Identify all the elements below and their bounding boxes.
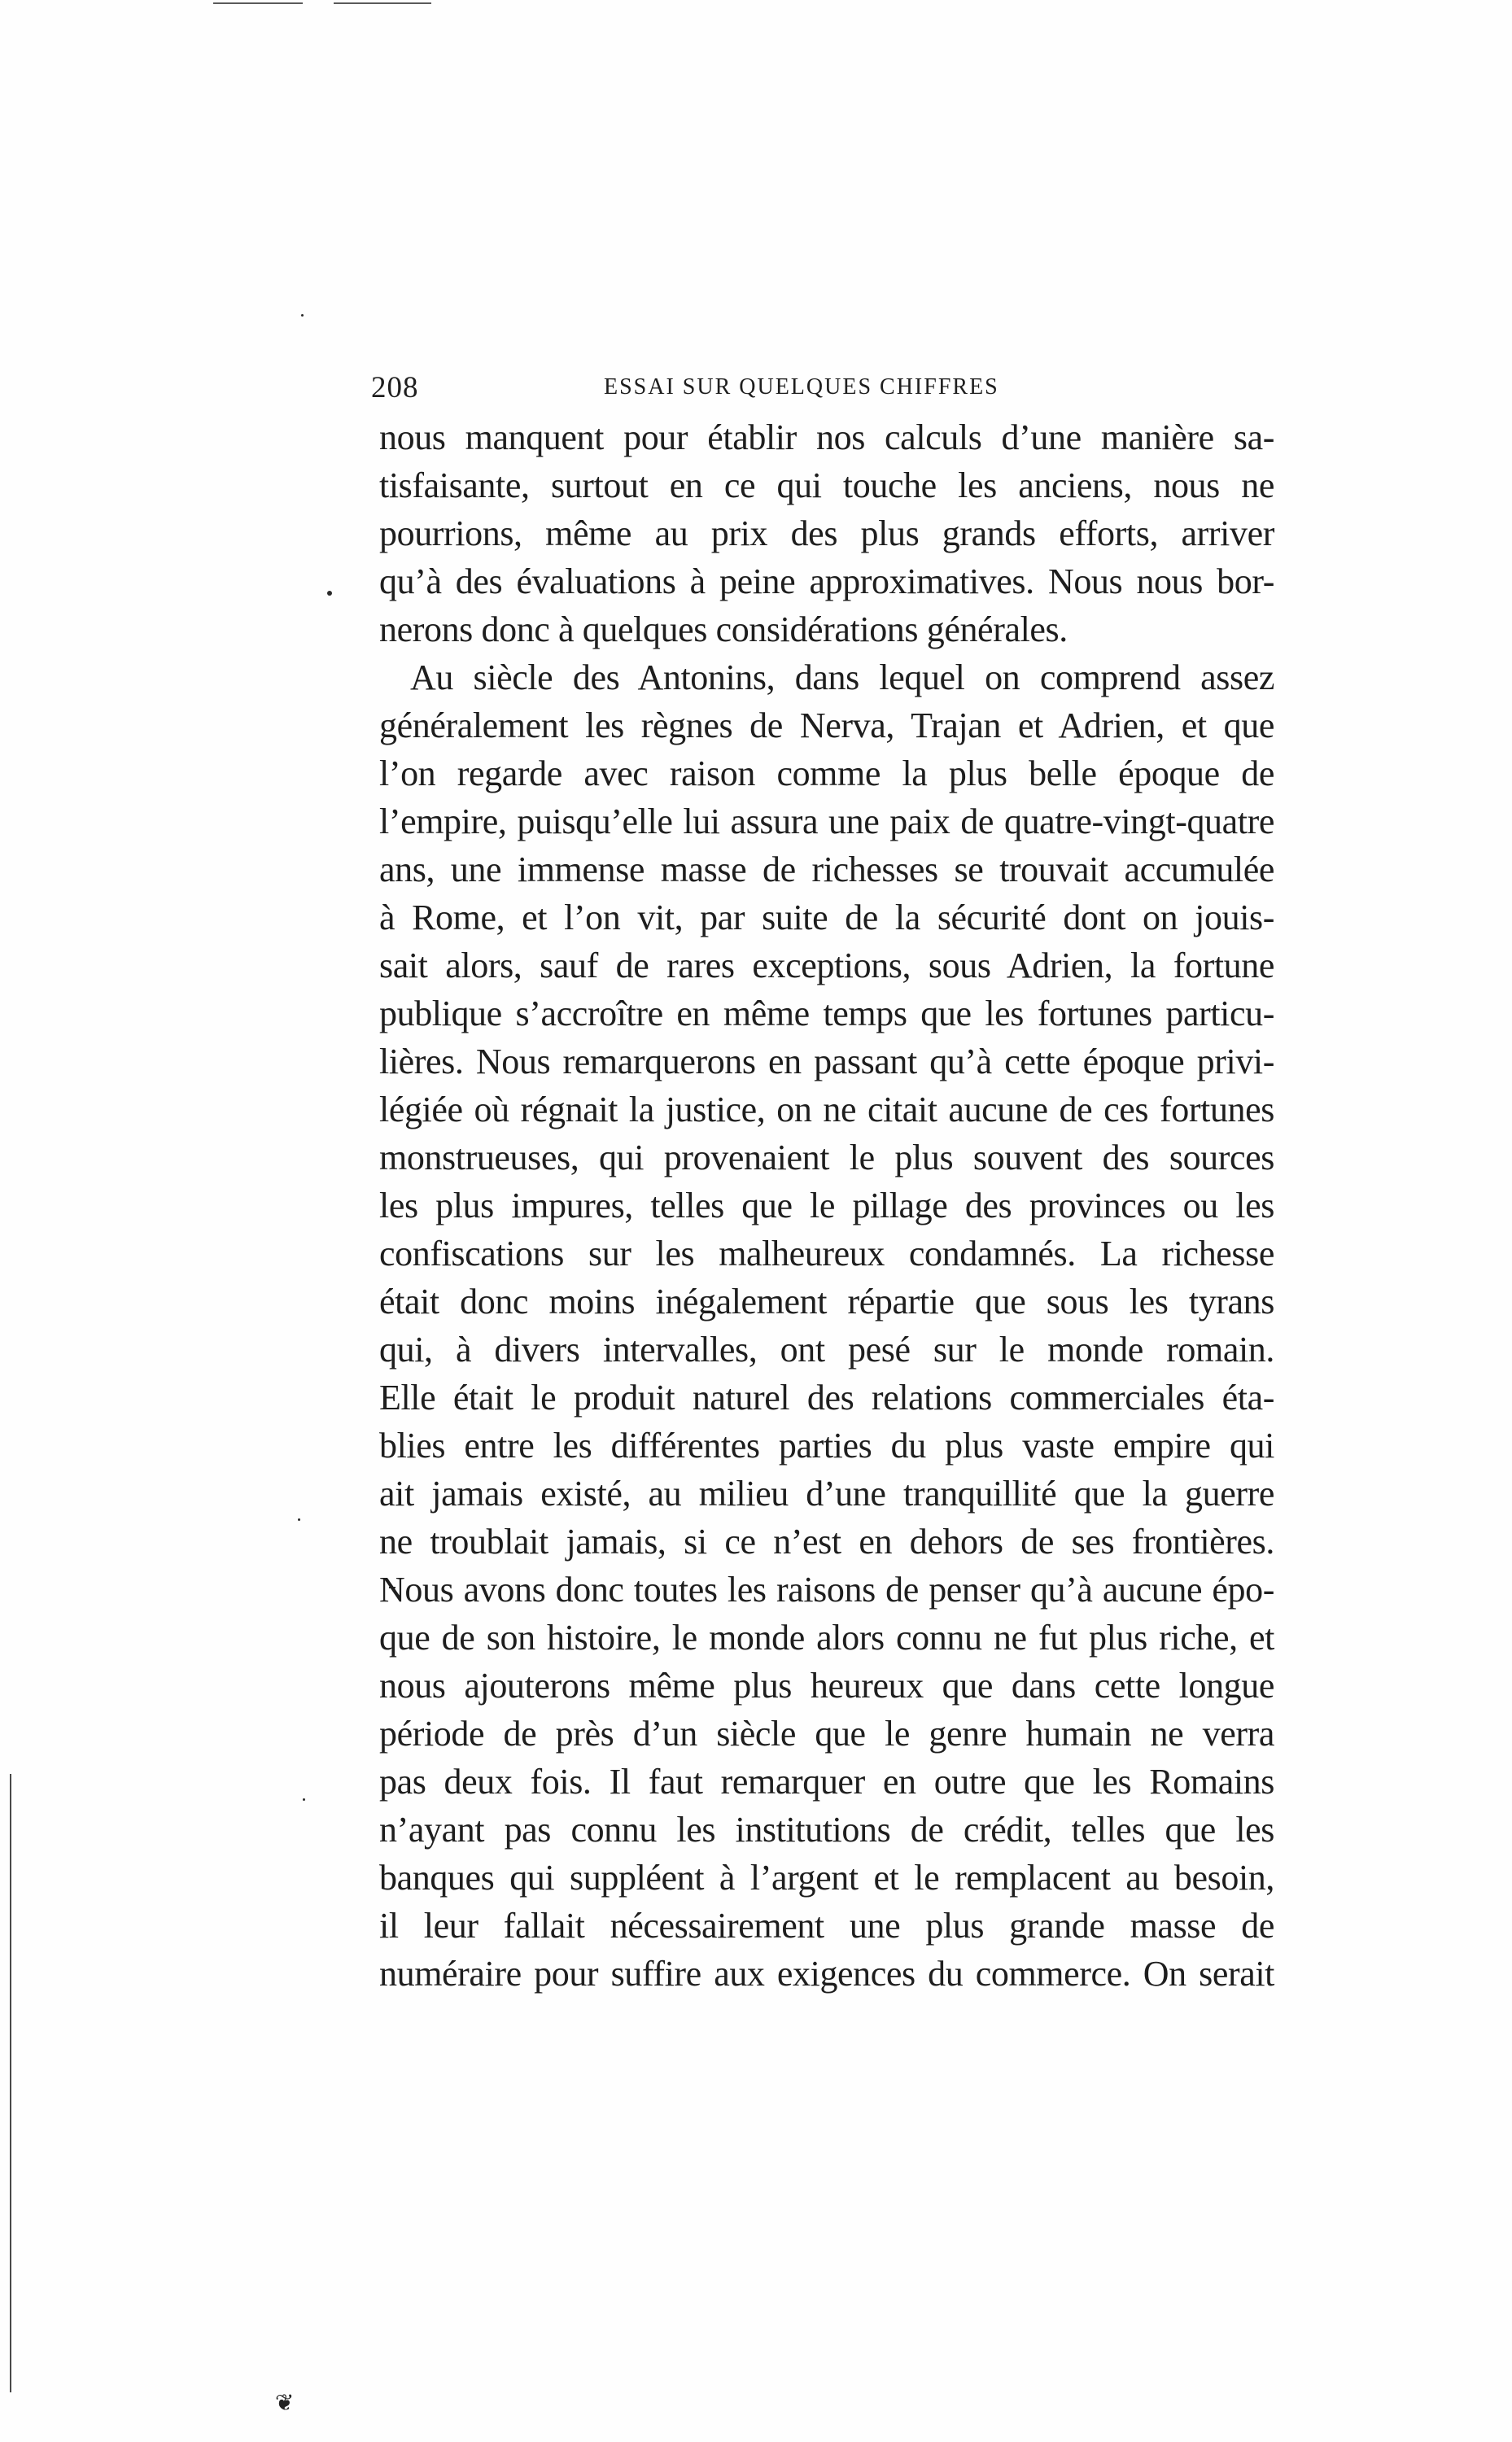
text-line: qu’à des évaluations à peine approximatives. Nous nous bor- (379, 561, 1274, 601)
text-line: numéraire pour suffire aux exigences du commerce. On serait (379, 1954, 1274, 1994)
text-line: généralement les règnes de Nerva, Trajan et Adrien, et que (379, 706, 1274, 745)
page-number: 208 (371, 371, 419, 404)
text-line: publique s’accroître en même temps que les fortunes particu- (379, 994, 1274, 1033)
text-line: ans, une immense masse de richesses se trouvait accumulée (379, 850, 1274, 889)
text-line: lières. Nous remarquerons en passant qu’à cette époque privi- (379, 1042, 1274, 1081)
text-line: légiée où régnait la justice, on ne citait aucune de ces fortunes (379, 1090, 1274, 1129)
text-line: blies entre les différentes parties du plus vaste empire qui (379, 1426, 1274, 1466)
text-line: n’ayant pas connu les institutions de crédit, telles que les (379, 1810, 1274, 1850)
text-line: Au siècle des Antonins, dans lequel on comprend assez (410, 657, 1274, 697)
scan-edge-mark (213, 2, 303, 4)
text-line: ait jamais existé, au milieu d’une tranquillité que la guerre (379, 1474, 1274, 1514)
text-line: monstrueuses, qui provenaient le plus souvent des sources (379, 1138, 1274, 1177)
text-line: période de près d’un siècle que le genre humain ne verra (379, 1714, 1274, 1754)
text-line: ne troublait jamais, si ce n’est en dehors de ses frontières. (379, 1522, 1274, 1562)
ornament-icon: ❦ (275, 2389, 295, 2416)
text-line: banques qui suppléent à l’argent et le remplacent au besoin, (379, 1858, 1274, 1898)
running-head: ESSAI SUR QUELQUES CHIFFRES (604, 374, 999, 400)
ink-speck (303, 1798, 305, 1801)
text-line: les plus impures, telles que le pillage des provinces ou les (379, 1186, 1274, 1225)
text-line: il leur fallait nécessairement une plus grande masse de (379, 1906, 1274, 1946)
ink-speck (327, 591, 332, 596)
body-text (379, 413, 1274, 1998)
scan-edge-mark (334, 2, 431, 4)
page-header (371, 370, 1274, 411)
text-line: que de son histoire, le monde alors connu ne fut plus riche, et (379, 1618, 1274, 1658)
scan-edge-mark (10, 1774, 11, 2392)
text-line: l’empire, puisqu’elle lui assura une paix de quatre-vingt-quatre (379, 802, 1274, 841)
text-line: Elle était le produit naturel des relations commerciales éta- (379, 1378, 1274, 1418)
text-line: sait alors, sauf de rares exceptions, sous Adrien, la fortune (379, 946, 1274, 985)
text-line: l’on regarde avec raison comme la plus belle époque de (379, 754, 1274, 793)
text-line: à Rome, et l’on vit, par suite de la sécurité dont on jouis- (379, 898, 1274, 937)
ink-speck (298, 1518, 300, 1521)
text-line: pas deux fois. Il faut remarquer en outre que les Romains (379, 1762, 1274, 1802)
text-line: nous manquent pour établir nos calculs d’une manière sa- (379, 417, 1274, 457)
text-line: tisfaisante, surtout en ce qui touche les anciens, nous ne (379, 465, 1274, 505)
ink-speck (301, 314, 304, 317)
text-line: nerons donc à quelques considérations générales. (379, 609, 1068, 649)
text-line: confiscations sur les malheureux condamnés. La richesse (379, 1234, 1274, 1273)
text-line: nous ajouterons même plus heureux que dans cette longue (379, 1666, 1274, 1706)
text-line: qui, à divers intervalles, ont pesé sur le monde romain. (379, 1330, 1274, 1370)
text-line: Nous avons donc toutes les raisons de penser qu’à aucune épo- (379, 1570, 1274, 1610)
text-line: était donc moins inégalement répartie que sous les tyrans (379, 1282, 1274, 1321)
text-line: pourrions, même au prix des plus grands efforts, arriver (379, 513, 1274, 553)
